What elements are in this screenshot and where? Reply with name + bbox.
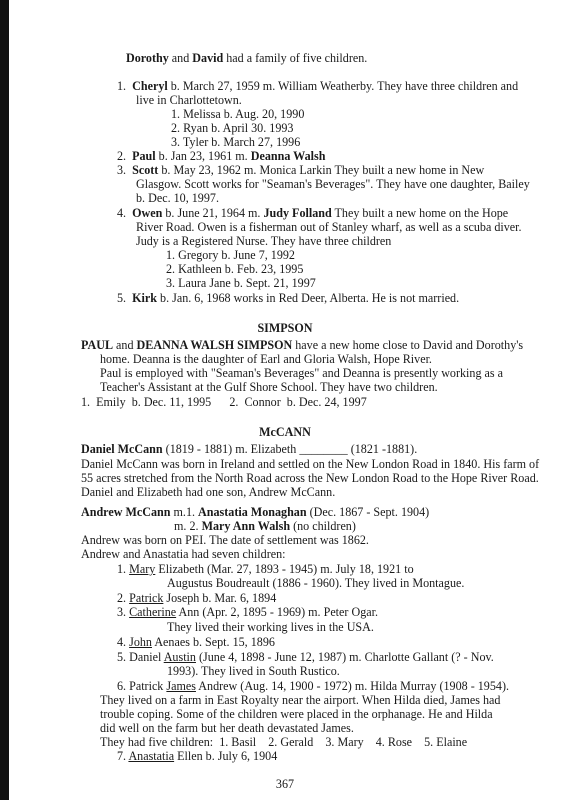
daniel-header: Daniel McCann (1819 - 1881) m. Elizabeth ________ (1821 -1881).: [81, 442, 418, 456]
section-heading-mccann: McCANN: [259, 425, 311, 439]
andrew-para-line2: Andrew and Anastatia had seven children:: [81, 547, 286, 561]
simpson-para-line4: Teacher's Assistant at the Gulf Shore School. They have two children.: [100, 380, 438, 394]
daniel-para-line3: Daniel and Elizabeth had one son, Andrew McCann.: [81, 485, 336, 499]
mccann-child-2: 2. Patrick Joseph b. Mar. 6, 1894: [117, 591, 277, 605]
child-entry-scott: 3. Scott b. May 23, 1962 m. Monica Larkin They built a new home in New: [117, 163, 485, 177]
andrew-para-line1: Andrew was born on PEI. The date of settlement was 1862.: [81, 533, 369, 547]
simpson-children: 1. Emily b. Dec. 11, 1995 2. Connor b. Dec. 24, 1997: [81, 395, 367, 409]
simpson-para-line1: PAUL and DEANNA WALSH SIMPSON have a new home close to David and Dorothy's: [81, 338, 524, 352]
child-entry-cheryl-cont: live in Charlottetown.: [136, 93, 242, 107]
section-heading-simpson: SIMPSON: [257, 321, 313, 335]
grandchild-item: 2. Kathleen b. Feb. 23, 1995: [166, 262, 304, 276]
mccann-child-4: 4. John Aenaes b. Sept. 15, 1896: [117, 635, 275, 649]
andrew-second-marriage: m. 2. Mary Ann Walsh (no children): [174, 519, 356, 533]
mccann-child-5: 5. Daniel Austin (June 4, 1898 - June 12, 1987) m. Charlotte Gallant (? - Nov.: [117, 650, 494, 664]
simpson-para-line3: Paul is employed with "Seaman's Beverages" and Deanna is presently working as a: [100, 366, 503, 380]
grandchild-item: 1. Gregory b. June 7, 1992: [166, 248, 295, 262]
child-entry-kirk: 5. Kirk b. Jan. 6, 1968 works in Red Deer, Alberta. He is not married.: [117, 291, 460, 305]
daniel-para-line1: Daniel McCann was born in Ireland and settled on the New London Road in 1840. His farm of: [81, 457, 540, 471]
mccann-child-6-line3: trouble coping. Some of the children were placed in the orphanage. He and Hilda: [100, 707, 493, 721]
mccann-child-6: 6. Patrick James Andrew (Aug. 14, 1900 - 1972) m. Hilda Murray (1908 - 1954).: [117, 679, 509, 693]
child-entry-scott-cont: Glasgow. Scott works for "Seaman's Beverages". They have one daughter, Bailey: [136, 177, 530, 191]
grandchild-item: 2. Ryan b. April 30. 1993: [171, 121, 294, 135]
mccann-child-6-children: They had five children: 1. Basil 2. Gerald 3. Mary 4. Rose 5. Elaine: [100, 735, 468, 749]
child-entry-owen-cont: River Road. Owen is a fisherman out of Stanley wharf, as well as a scuba diver.: [136, 220, 522, 234]
grandchild-item: 3. Laura Jane b. Sept. 21, 1997: [166, 276, 316, 290]
page-number: 367: [275, 777, 295, 791]
mccann-child-5-cont: 1993). They lived in South Rustico.: [167, 664, 340, 678]
child-entry-owen-cont2: Judy is a Registered Nurse. They have three children: [136, 234, 392, 248]
mccann-child-3-cont: They lived their working lives in the USA.: [167, 620, 374, 634]
mccann-child-3: 3. Catherine Ann (Apr. 2, 1895 - 1969) m. Peter Ogar.: [117, 605, 378, 619]
child-entry-paul: 2. Paul b. Jan 23, 1961 m. Deanna Walsh: [117, 149, 326, 163]
grandchild-item: 3. Tyler b. March 27, 1996: [171, 135, 301, 149]
andrew-header: Andrew McCann m.1. Anastatia Monaghan (Dec. 1867 - Sept. 1904): [81, 505, 430, 519]
grandchild-item: 1. Melissa b. Aug. 20, 1990: [171, 107, 305, 121]
child-entry-cheryl: 1. Cheryl b. March 27, 1959 m. William Weatherby. They have three children and: [117, 79, 519, 93]
mccann-child-1-cont: Augustus Boudreault (1886 - 1960). They lived in Montague.: [167, 576, 465, 590]
simpson-para-line2: home. Deanna is the daughter of Earl and Gloria Walsh, Hope River.: [100, 352, 432, 366]
family-intro: Dorothy and David had a family of five children.: [126, 51, 368, 65]
mccann-child-7: 7. Anastatia Ellen b. July 6, 1904: [117, 749, 278, 763]
child-entry-owen: 4. Owen b. June 21, 1964 m. Judy Folland They built a new home on the Hope: [117, 206, 509, 220]
child-entry-scott-cont2: b. Dec. 10, 1997.: [136, 191, 219, 205]
daniel-para-line2: 55 acres stretched from the North Road across the New London Road to the Hope River Road.: [81, 471, 539, 485]
mccann-child-6-line4: did well on the farm but her death devastated James.: [100, 721, 354, 735]
mccann-child-6-line2: They lived on a farm in East Royalty near the airport. When Hilda died, James had: [100, 693, 501, 707]
mccann-child-1: 1. Mary Elizabeth (Mar. 27, 1893 - 1945) m. July 18, 1921 to: [117, 562, 414, 576]
